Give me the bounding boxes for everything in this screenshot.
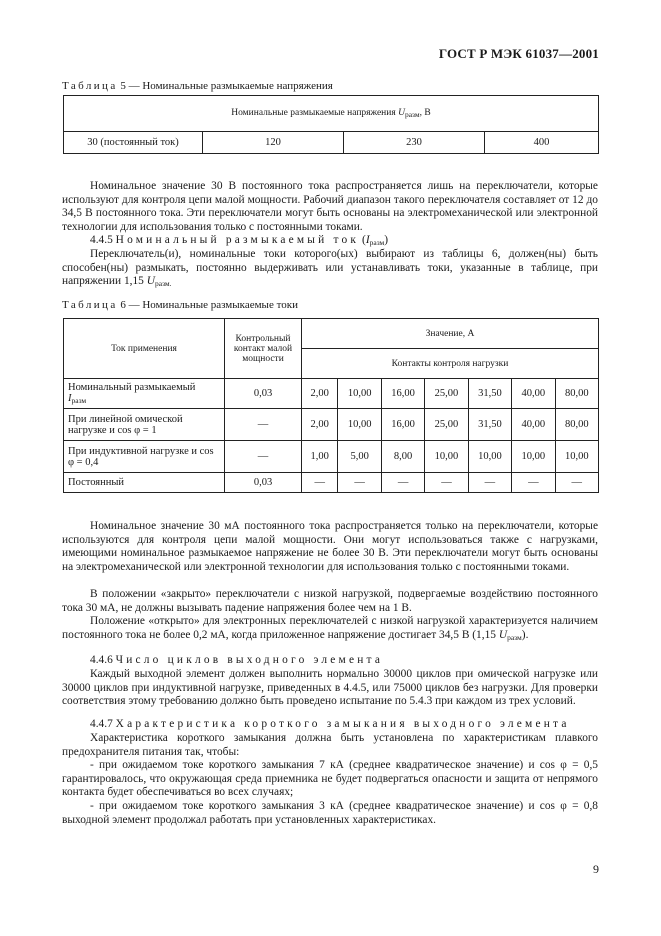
table5-header-sym: U	[398, 108, 405, 118]
row-label: При индуктивной нагрузке и cos φ = 0,4	[64, 441, 225, 473]
row-value: —	[512, 473, 555, 493]
section-number: 4.4.7	[90, 718, 113, 730]
section-4-4-6-heading	[62, 654, 598, 668]
table6-col2-header: Контрольный контакт малой мощности	[225, 319, 302, 379]
paragraph: - при ожидаемом токе короткого замыкания 3 кА (среднее квадратическое значение) и cos φ = 0,8 выходной элемент продолжал работать при установленных характеристиках.	[62, 800, 598, 826]
row-value: 1,00	[302, 441, 338, 473]
section-sub: разм	[369, 238, 385, 247]
table5-header-sub: разм	[404, 110, 420, 119]
row-control: —	[225, 441, 302, 473]
row-label	[64, 379, 225, 409]
row-value: —	[338, 473, 381, 493]
section-title: Характеристика короткого замыкания выходного элемента	[115, 718, 570, 730]
table6	[63, 318, 599, 493]
table5-header	[64, 96, 599, 132]
table5-cell: 230	[344, 132, 485, 154]
section-sym: I	[365, 234, 370, 246]
paragraph	[62, 248, 598, 291]
paragraph: Номинальное значение 30 мА постоянного тока распространяется только на переключатели, которые используются для контроля цепи малой мощности. Они могут использоваться также с нагрузками, имеющими номинальное размыкаемое напряжение не более 30 В. Эти переключатели могут быть основаны на электромеханической или электронной технологии для использования только с постоянными токами.	[62, 520, 598, 573]
row-value: 80,00	[555, 409, 598, 441]
row-value: 40,00	[512, 409, 555, 441]
paragraph: Номинальное значение 30 В постоянного тока распространяется лишь на переключатели, которые используют для контроля цепи малой мощности. Рабочий диапазон такого переключателя составляет от 12 до 34,5 В постоянного тока. Эти переключатели могут быть основаны на электромеханической или электронной технологии для использования только с постоянными токами.	[62, 180, 598, 233]
row-value: 16,00	[381, 409, 424, 441]
section-4-4-7-heading	[62, 718, 598, 732]
row-label-sym: I	[68, 393, 72, 404]
row-value: —	[555, 473, 598, 493]
table6-caption-word: Таблица	[62, 299, 118, 311]
row-control: —	[225, 409, 302, 441]
table5-caption	[62, 80, 333, 92]
row-value: 25,00	[425, 379, 468, 409]
row-value: 10,00	[555, 441, 598, 473]
paragraph: Характеристика короткого замыкания должна быть установлена по характеристикам плавкого предохранителя питания так, чтобы:	[62, 732, 598, 758]
row-value: 10,00	[425, 441, 468, 473]
table-row	[64, 473, 599, 493]
paragraph-sub: разм	[507, 632, 522, 642]
page-number: 9	[593, 862, 599, 876]
standard-header: ГОСТ Р МЭК 61037—2001	[438, 46, 599, 61]
row-value: —	[302, 473, 338, 493]
row-value: 10,00	[338, 409, 381, 441]
section-title: Номинальный размыкаемый ток	[115, 234, 360, 246]
row-value: —	[425, 473, 468, 493]
table5-cell: 30 (постоянный ток)	[64, 132, 203, 154]
row-label-sub: разм	[71, 396, 87, 405]
row-value: 10,00	[468, 441, 511, 473]
row-value: 8,00	[381, 441, 424, 473]
row-label: При линейной омической нагрузке и cos φ = 1	[64, 409, 225, 441]
paragraph-sym: U	[498, 628, 508, 641]
row-label-text: Номинальный размыкаемый	[68, 382, 196, 393]
row-value: —	[381, 473, 424, 493]
table5-header-unit: , В	[419, 108, 431, 118]
table-row	[64, 379, 599, 409]
table5	[63, 95, 599, 154]
table-row	[64, 441, 599, 473]
row-value: 40,00	[512, 379, 555, 409]
paragraph-sub: разм.	[154, 279, 172, 289]
row-value: 2,00	[302, 409, 338, 441]
row-value: 31,50	[468, 379, 511, 409]
table6-caption	[62, 299, 298, 311]
paragraph-text: Положение «открыто» для электронных переключателей с низкой нагрузкой характеризуется наличием постоянного тока не более 0,2 мА, когда приложенное напряжение достигает 34,5 В (1,15	[62, 615, 598, 641]
row-value: 10,00	[338, 379, 381, 409]
row-value: 5,00	[338, 441, 381, 473]
table6-col1-header: Ток применения	[64, 319, 225, 379]
row-value: 2,00	[302, 379, 338, 409]
paragraph	[62, 615, 598, 644]
table-row	[64, 409, 599, 441]
row-value: 10,00	[512, 441, 555, 473]
table5-header-text: Номинальные размыкаемые напряжения	[231, 108, 396, 118]
paragraph: В положении «закрыто» переключатели с низкой нагрузкой, подвергаемые воздействию постоянного тока 30 мА, не должны вызывать падение напряжения более чем на 1 В.	[62, 588, 598, 614]
paragraph: - при ожидаемом токе короткого замыкания 7 кА (среднее квадратическое значение) и cos φ = 0,5 гарантировалось, что окружающая среда приемника не будет подвергаться опасности и защита от непрямого контакта будет обеспечиваться во всех случаях;	[62, 759, 598, 799]
row-control: 0,03	[225, 473, 302, 493]
table5-cell: 120	[203, 132, 344, 154]
section-title: Число циклов выходного элемента	[115, 654, 384, 666]
row-value: —	[468, 473, 511, 493]
table6-caption-rest: 6 — Номинальные размыкаемые токи	[120, 299, 298, 311]
section-4-4-5-heading: 4.4.5 Номинальный размыкаемый ток $(I_{разм})$	[90, 234, 389, 247]
row-label: Постоянный	[64, 473, 225, 493]
table5-cell: 400	[485, 132, 599, 154]
paragraph-sym: U	[146, 275, 155, 288]
section-number: 4.4.6	[90, 654, 113, 666]
row-value: 80,00	[555, 379, 598, 409]
row-value: 31,50	[468, 409, 511, 441]
table5-caption-rest: 5 — Номинальные размыкаемые напряжения	[120, 80, 333, 92]
paragraph: Каждый выходной элемент должен выполнить нормально 30000 циклов при омической нагрузке или 30000 циклов при индуктивной нагрузке, приведенных в 4.4.5, или 75000 циклов без нагрузки. Для проверки соответствия этому требованию должно быть проведено испытание по 5.4.3 при каждом из трех условий.	[62, 668, 598, 708]
table6-sub-header: Контакты контроля нагрузки	[302, 349, 599, 379]
row-value: 16,00	[381, 379, 424, 409]
paragraph-text: Переключатель(и), номинальные токи которого(ых) выбирают из таблицы 6, должен(ны) быть способен(ны) размыкать, постоянно выдерживать или устанавливать токи, указанные в таблице, при напряжении 1,15	[62, 248, 598, 288]
table5-caption-word: Таблица	[62, 80, 118, 92]
table6-value-header: Значение, А	[302, 319, 599, 349]
row-control: 0,03	[225, 379, 302, 409]
row-value: 25,00	[425, 409, 468, 441]
paragraph-text-end: ).	[521, 628, 529, 641]
section-number: 4.4.5	[90, 234, 113, 246]
